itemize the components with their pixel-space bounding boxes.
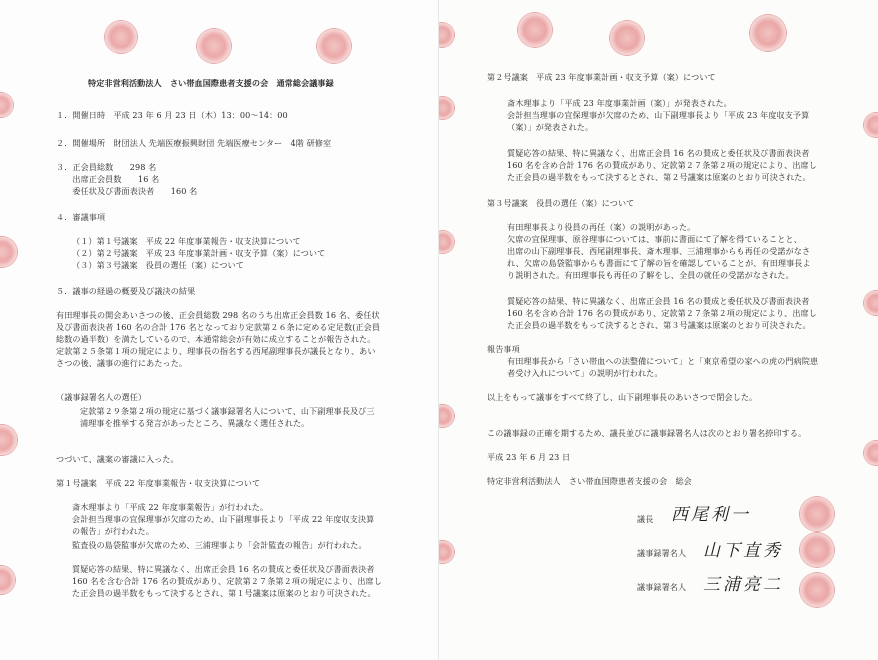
doc-line: た正会員の過半数をもって決するとされ、第１号議案は原案のとおり可決された。 — [72, 588, 376, 598]
doc-line: ３．正会員総数 298 名 — [56, 162, 157, 172]
doc-line: （１）第１号議案 平成 22 年度事業報告・収支決算について — [72, 236, 301, 246]
doc-line: 及び書面表決者 160 名の合計 176 名となっており定款第２６条に定める定足数(正会員 — [56, 322, 381, 332]
doc-line: 定款第２５条第１項の規定により、理事長の指名する西尾副理事長が議長となり、あい — [56, 346, 376, 356]
doc-line: さつの後、議事の進行にあたった。 — [56, 358, 188, 368]
doc-line: １．開催日時 平成 23 年 6 月 23 日（木）13：00～14：00 — [56, 110, 288, 120]
signature-recorder-2: 三浦亮二 — [703, 575, 783, 595]
signature-chair: 西尾利一 — [671, 505, 751, 525]
doc-line: ４．審議事項 — [56, 212, 106, 222]
doc-line: の報告」が行われた。 — [72, 526, 154, 536]
doc-line: 報告事項 — [487, 344, 520, 354]
seal-stamp — [799, 532, 835, 568]
seal-stamp — [0, 424, 18, 456]
doc-line: （議事録署名人の選任） — [56, 392, 147, 402]
doc-line: 者受け入れについて」の説明が行われた。 — [507, 368, 663, 378]
doc-line: ２．開催場所 財団法人 先端医療振興財団 先端医療センター 4階 研修室 — [56, 138, 332, 148]
seal-stamp — [0, 565, 16, 595]
doc-line: 監査役の島袋監事が欠席のため、三浦理事より「会計監査の報告」が行われた。 — [72, 540, 367, 550]
seal-stamp — [0, 236, 18, 268]
seal-stamp — [863, 112, 878, 138]
doc-line: 浦理事を推挙する発言があったところ、異議なく選任された。 — [80, 418, 310, 428]
doc-line: 平成 23 年 6 月 23 日 — [487, 452, 571, 462]
doc-line: 斎木理事より「平成 23 年度事業計画（案）」が発表された。 — [507, 98, 732, 108]
doc-line: 有田理事長から「さい帯血への法整備について」と「東京希望の家への虎の門病院患 — [507, 356, 819, 366]
doc-line: ５．議事の経過の概要及び議決の結果 — [56, 286, 196, 296]
doc-line: 欠席の宜保理事、原谷理事については、事前に書面にて了解を得ていることと、 — [507, 234, 802, 244]
doc-line: 総数の過半数）を満たしているので、本通常総会が有効に成立することが報告された。 — [56, 334, 376, 344]
document-title: 特定非営利活動法人 さい帯血国際患者支援の会 通常総会議事録 — [88, 78, 334, 88]
signature-role-recorder-1: 議事録署名人 — [637, 548, 687, 558]
doc-line: 有田理事長より役員の再任（案）の説明があった。 — [507, 222, 696, 232]
signature-recorder-1: 山下直秀 — [703, 541, 783, 561]
doc-line: 質疑応答の結果、特に異議なく、出席正会員 16 名の賛成と委任状及び書面表決者 — [72, 564, 375, 574]
doc-line: （案）」が発表された。 — [507, 122, 594, 132]
doc-line: た正会員の過半数をもって決するとされ、第２号議案は原案のとおり可決された。 — [507, 172, 811, 182]
doc-line: 以上をもって議事をすべて終了し、山下副理事長のあいさつで閉会した。 — [487, 392, 758, 402]
seal-stamp — [0, 92, 14, 118]
seal-stamp — [863, 290, 878, 316]
doc-line: 出席正会員数 16 名 — [56, 174, 160, 184]
doc-line: （３）第３号議案 役員の選任（案）について — [72, 260, 244, 270]
seal-stamp — [438, 404, 455, 428]
doc-line: 160 名を含む合計 176 名の賛成があり、定款第２７条第２項の規定により、出席し — [72, 576, 382, 586]
doc-line: つづいて、議案の審議に入った。 — [56, 454, 179, 464]
seal-stamp — [517, 12, 553, 48]
seal-stamp — [749, 14, 787, 52]
seal-stamp — [609, 20, 645, 56]
signature-role-chair: 議長 — [637, 514, 654, 524]
right-page — [438, 0, 878, 660]
doc-line: 出席の山下副理事長、西尾副理事長、斎木理事、三浦理事からも再任の受諾がなさ — [507, 246, 811, 256]
doc-line: り説明された。有田理事長も再任の了解をし、全員の就任の受諾がなされた。 — [507, 270, 794, 280]
seal-stamp — [438, 22, 455, 48]
left-page — [0, 0, 438, 660]
seal-stamp — [438, 540, 455, 564]
doc-line: 有田理事長の開会あいさつの後、正会員総数 298 名のうち出席正会員数 16 名、委任状 — [56, 310, 380, 320]
doc-line: 第１号議案 平成 22 年度事業報告・収支決算について — [56, 478, 261, 488]
seal-stamp — [316, 28, 352, 64]
doc-line: 質疑応答の結果、特に異議なく、出席正会員 16 名の賛成と委任状及び書面表決者 — [507, 296, 810, 306]
seal-stamp — [799, 572, 835, 608]
doc-line: （２）第２号議案 平成 23 年度事業計画・収支予算（案）について — [72, 248, 326, 258]
doc-line: 特定非営利活動法人 さい帯血国際患者支援の会 総会 — [487, 476, 692, 486]
seal-stamp — [438, 96, 455, 120]
seal-stamp — [196, 28, 232, 64]
doc-line: 会計担当理事の宜保理事が欠席のため、山下副理事長より「平成 22 年度収支決算 — [72, 514, 375, 524]
doc-line: れ、欠席の島袋監事からも書面にて了解の旨を確認していることが、有田理事長よ — [507, 258, 811, 268]
seal-stamp — [438, 230, 455, 254]
doc-line: 第２号議案 平成 23 年度事業計画・収支予算（案）について — [487, 72, 716, 82]
doc-line: 会計担当理事の宜保理事が欠席のため、山下副理事長より「平成 23 年度収支予算 — [507, 110, 810, 120]
seal-stamp — [799, 496, 835, 532]
doc-line: 160 名を含め合計 176 名の賛成があり、定款第２７条第２項の規定により、出席し — [507, 308, 817, 318]
seal-stamp — [863, 440, 878, 466]
doc-line: た正会員の過半数をもって決するとされ、第３号議案は原案のとおり可決された。 — [507, 320, 811, 330]
doc-line: 定款第２９条第２項の規定に基づく議事録署名人について、山下副理事長及び三 — [80, 406, 375, 416]
doc-line: 160 名を含め合計 176 名の賛成があり、定款第２７条第２項の規定により、出席し — [507, 160, 817, 170]
doc-line: 質疑応答の結果、特に異議なく、出席正会員 16 名の賛成と委任状及び書面表決者 — [507, 148, 810, 158]
doc-line: この議事録の正確を期するため、議長並びに議事録署名人は次のとおり署名捺印する。 — [487, 428, 807, 438]
doc-line: 斎木理事より「平成 22 年度事業報告」が行われた。 — [72, 502, 269, 512]
signature-role-recorder-2: 議事録署名人 — [637, 582, 687, 592]
doc-line: 委任状及び書面表決者 160 名 — [56, 186, 198, 196]
doc-line: 第３号議案 役員の選任（案）について — [487, 198, 635, 208]
seal-stamp — [104, 20, 138, 54]
